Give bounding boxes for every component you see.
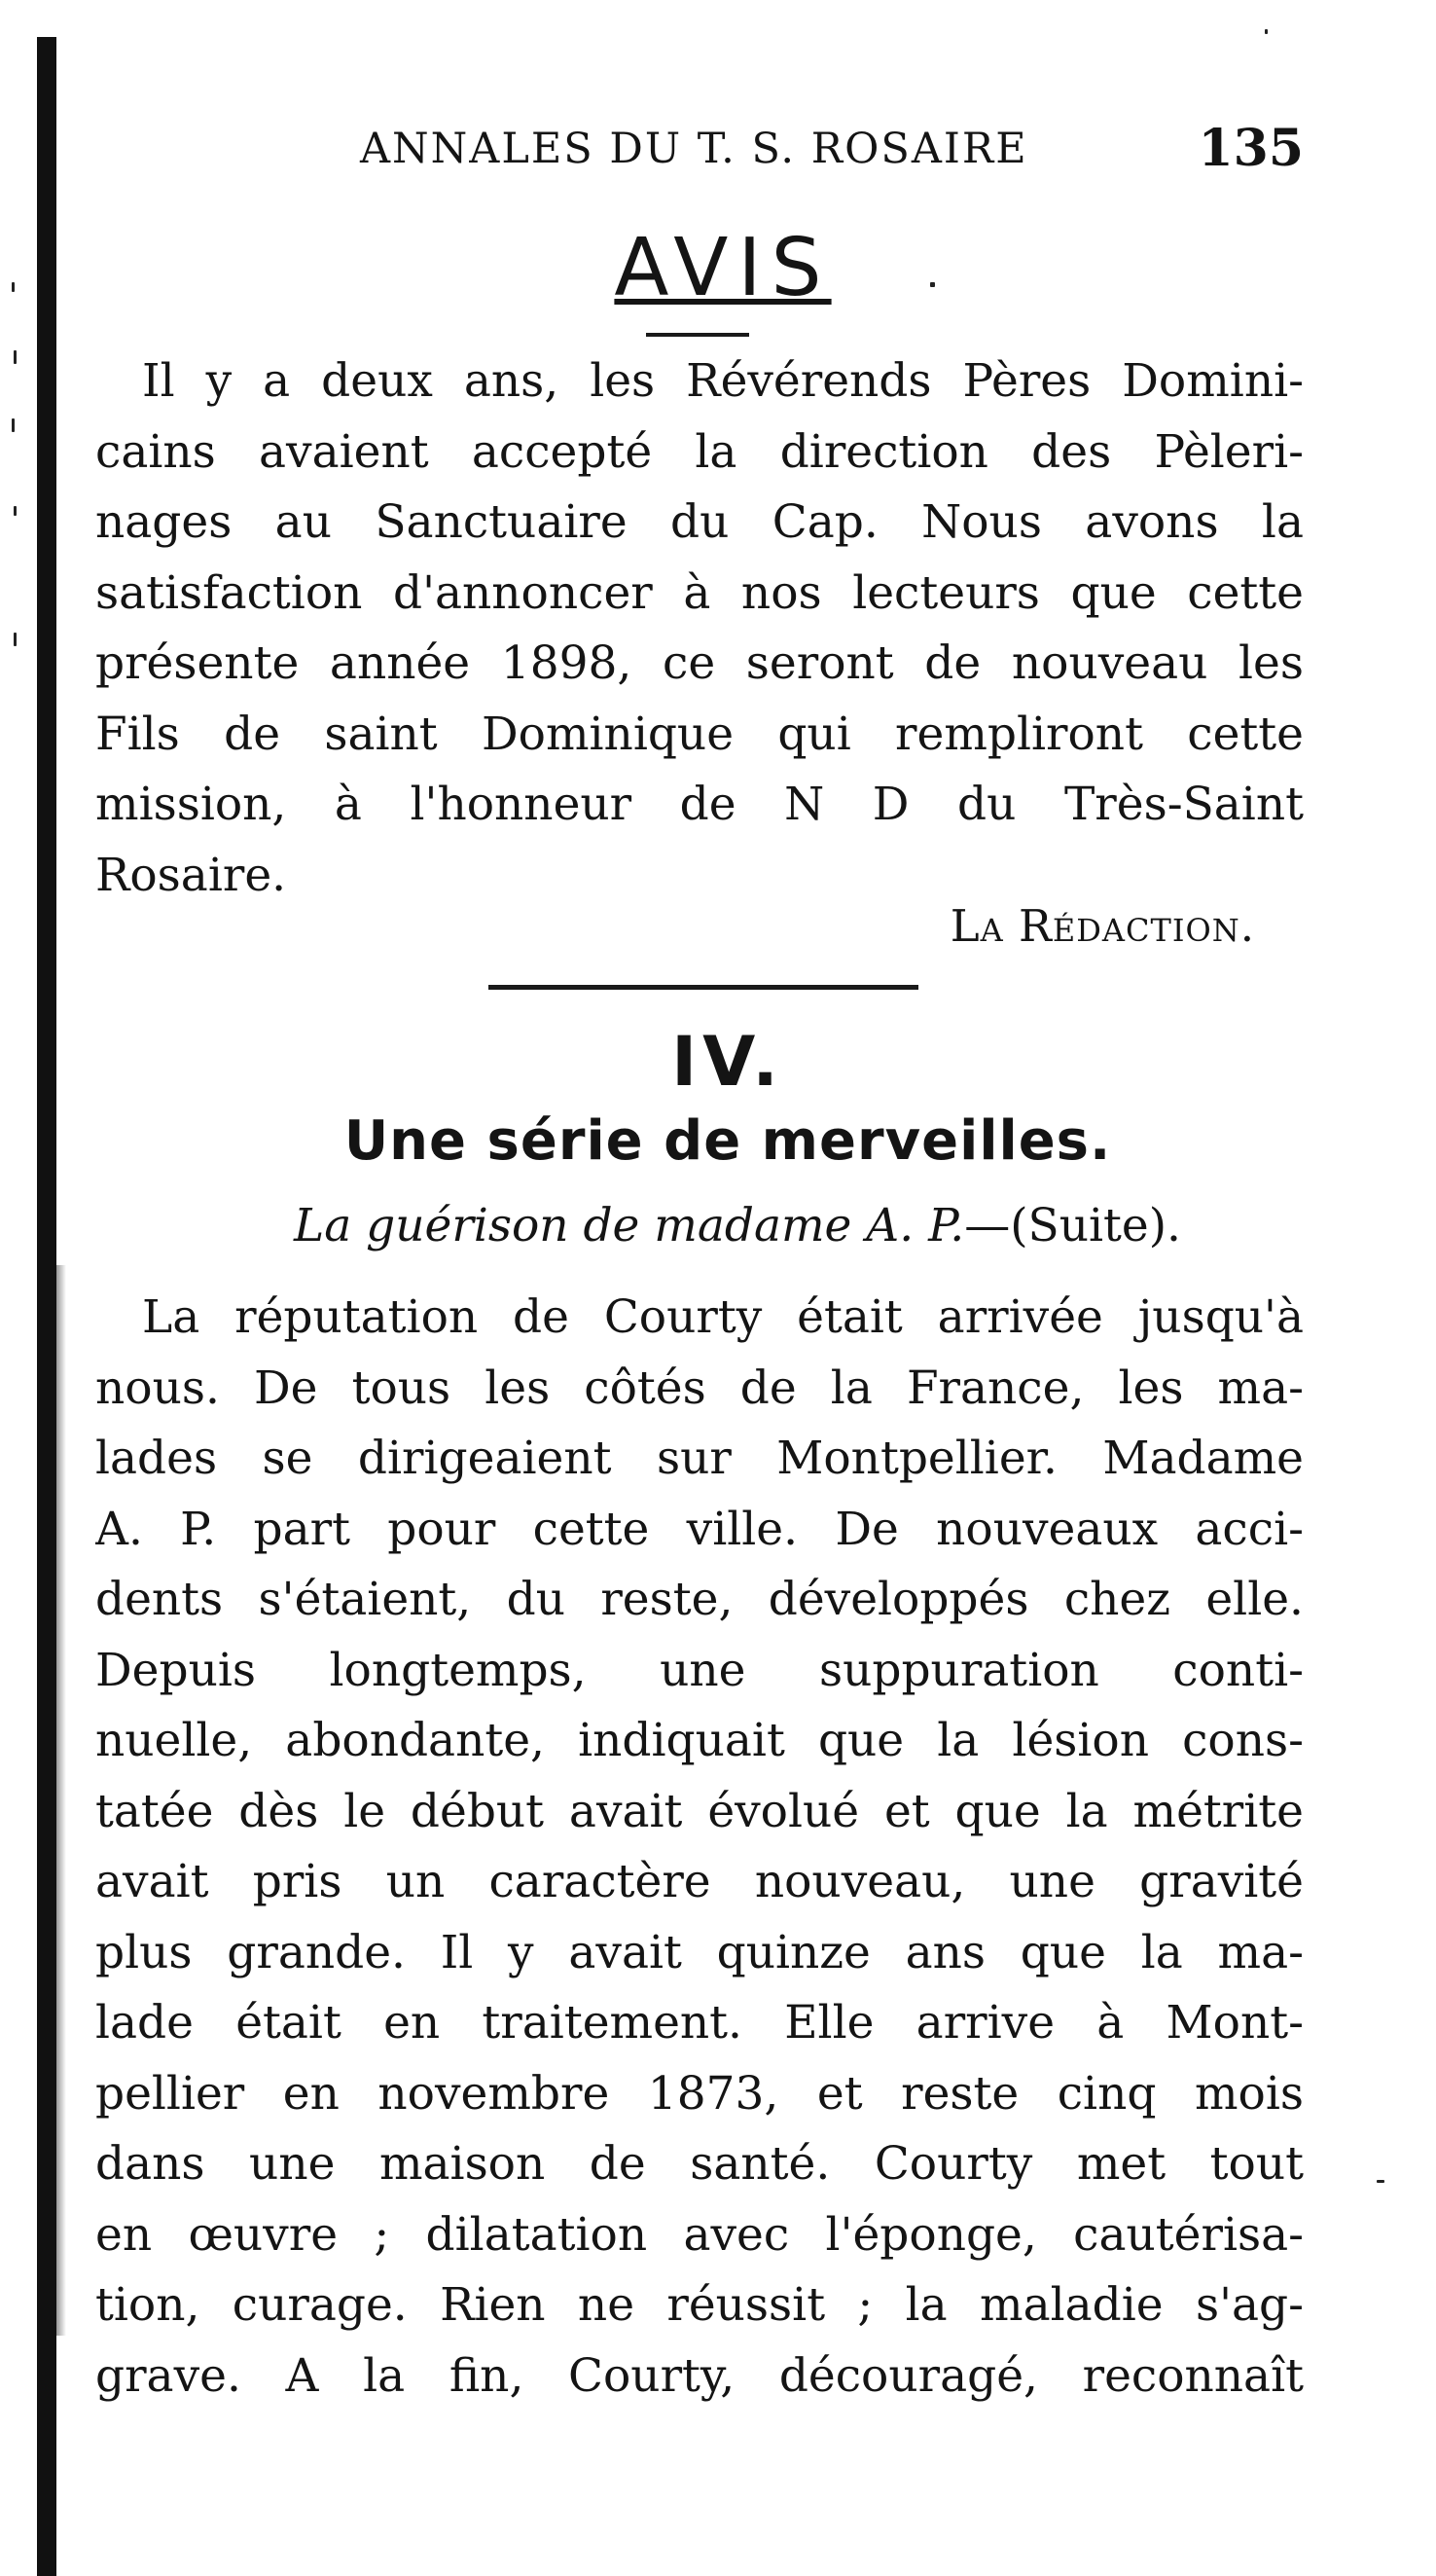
notice-title: AVIS <box>614 222 832 314</box>
article-line: nous. De tous les côtés de la France, les ma- <box>95 1361 1304 1415</box>
notice-line: Il y a deux ans, les Révérends Pères Domini- <box>142 354 1304 408</box>
margin-speck <box>14 633 17 646</box>
notice-line: cains avaient accepté la direction des Pèleri- <box>95 424 1304 479</box>
running-head: ANNALES DU T. S. ROSAIRE <box>360 125 1028 173</box>
page-number: 135 <box>1198 119 1304 178</box>
notice-line: satisfaction d'annoncer à nos lecteurs que cette <box>95 565 1304 620</box>
page-header <box>360 119 1304 183</box>
margin-speck <box>14 350 17 364</box>
article-line: grave. A la fin, Courty, découragé, reconnaît <box>95 2348 1304 2403</box>
notice-paragraph <box>95 346 1304 911</box>
article-line: lades se dirigeaient sur Montpellier. Madame <box>95 1432 1304 1485</box>
section-number: IV. <box>671 1022 784 1102</box>
gutter-shadow <box>56 1265 66 2336</box>
article-line: dans une maison de santé. Courty met tout <box>95 2137 1304 2191</box>
article-line: tion, curage. Rien ne réussit ; la maladie s'ag- <box>95 2278 1304 2332</box>
section-divider <box>488 985 918 990</box>
notice-line: mission, à l'honneur de N D du Très-Saint <box>95 778 1304 831</box>
article-line: dents s'étaient, du reste, développés chez elle. <box>95 1573 1304 1626</box>
article-line: La réputation de Courty était arrivée jusqu'à <box>142 1290 1304 1344</box>
margin-speck <box>1265 29 1268 34</box>
margin-speck <box>14 506 17 516</box>
article-line: avait pris un caractère nouveau, une gravité <box>95 1855 1304 1908</box>
notice-signature: La Rédaction. <box>950 900 1255 952</box>
margin-speck <box>1377 2180 1384 2183</box>
article-line: pellier en novembre 1873, et reste cinq mois <box>95 2066 1304 2121</box>
title-rule <box>646 333 749 337</box>
book-spine-shadow <box>37 37 56 2576</box>
article-line: nuelle, abondante, indiquait que la lésion cons- <box>95 1714 1304 1767</box>
margin-speck <box>12 418 15 432</box>
article-line: en œuvre ; dilatation avec l'éponge, cautérisa- <box>95 2207 1304 2262</box>
article-subtitle <box>0 1199 1436 1252</box>
article-line: tatée dès le début avait évolué et que la métrite <box>95 1784 1304 1838</box>
notice-line: nages au Sanctuaire du Cap. Nous avons la <box>95 495 1304 549</box>
article-subtitle-suffix: —(Suite). <box>964 1199 1182 1252</box>
article-line: Depuis longtemps, une suppuration conti- <box>95 1643 1304 1697</box>
article-title: Une série de merveilles. <box>343 1109 1112 1173</box>
notice-line: Rosaire. <box>95 848 287 902</box>
article-subtitle-italic: La guérison de madame A. P. <box>293 1199 965 1252</box>
notice-line: présente année 1898, ce seront de nouveau les <box>95 636 1304 690</box>
article-line: plus grande. Il y avait quinze ans que la ma- <box>95 1925 1304 1979</box>
notice-line: Fils de saint Dominique qui rempliront cette <box>95 707 1304 761</box>
article-line: A. P. part pour cette ville. De nouveaux acci- <box>95 1502 1304 1556</box>
article-line: lade était en traitement. Elle arrive à Mont- <box>95 1996 1304 2050</box>
article-paragraph <box>95 1283 1304 2412</box>
